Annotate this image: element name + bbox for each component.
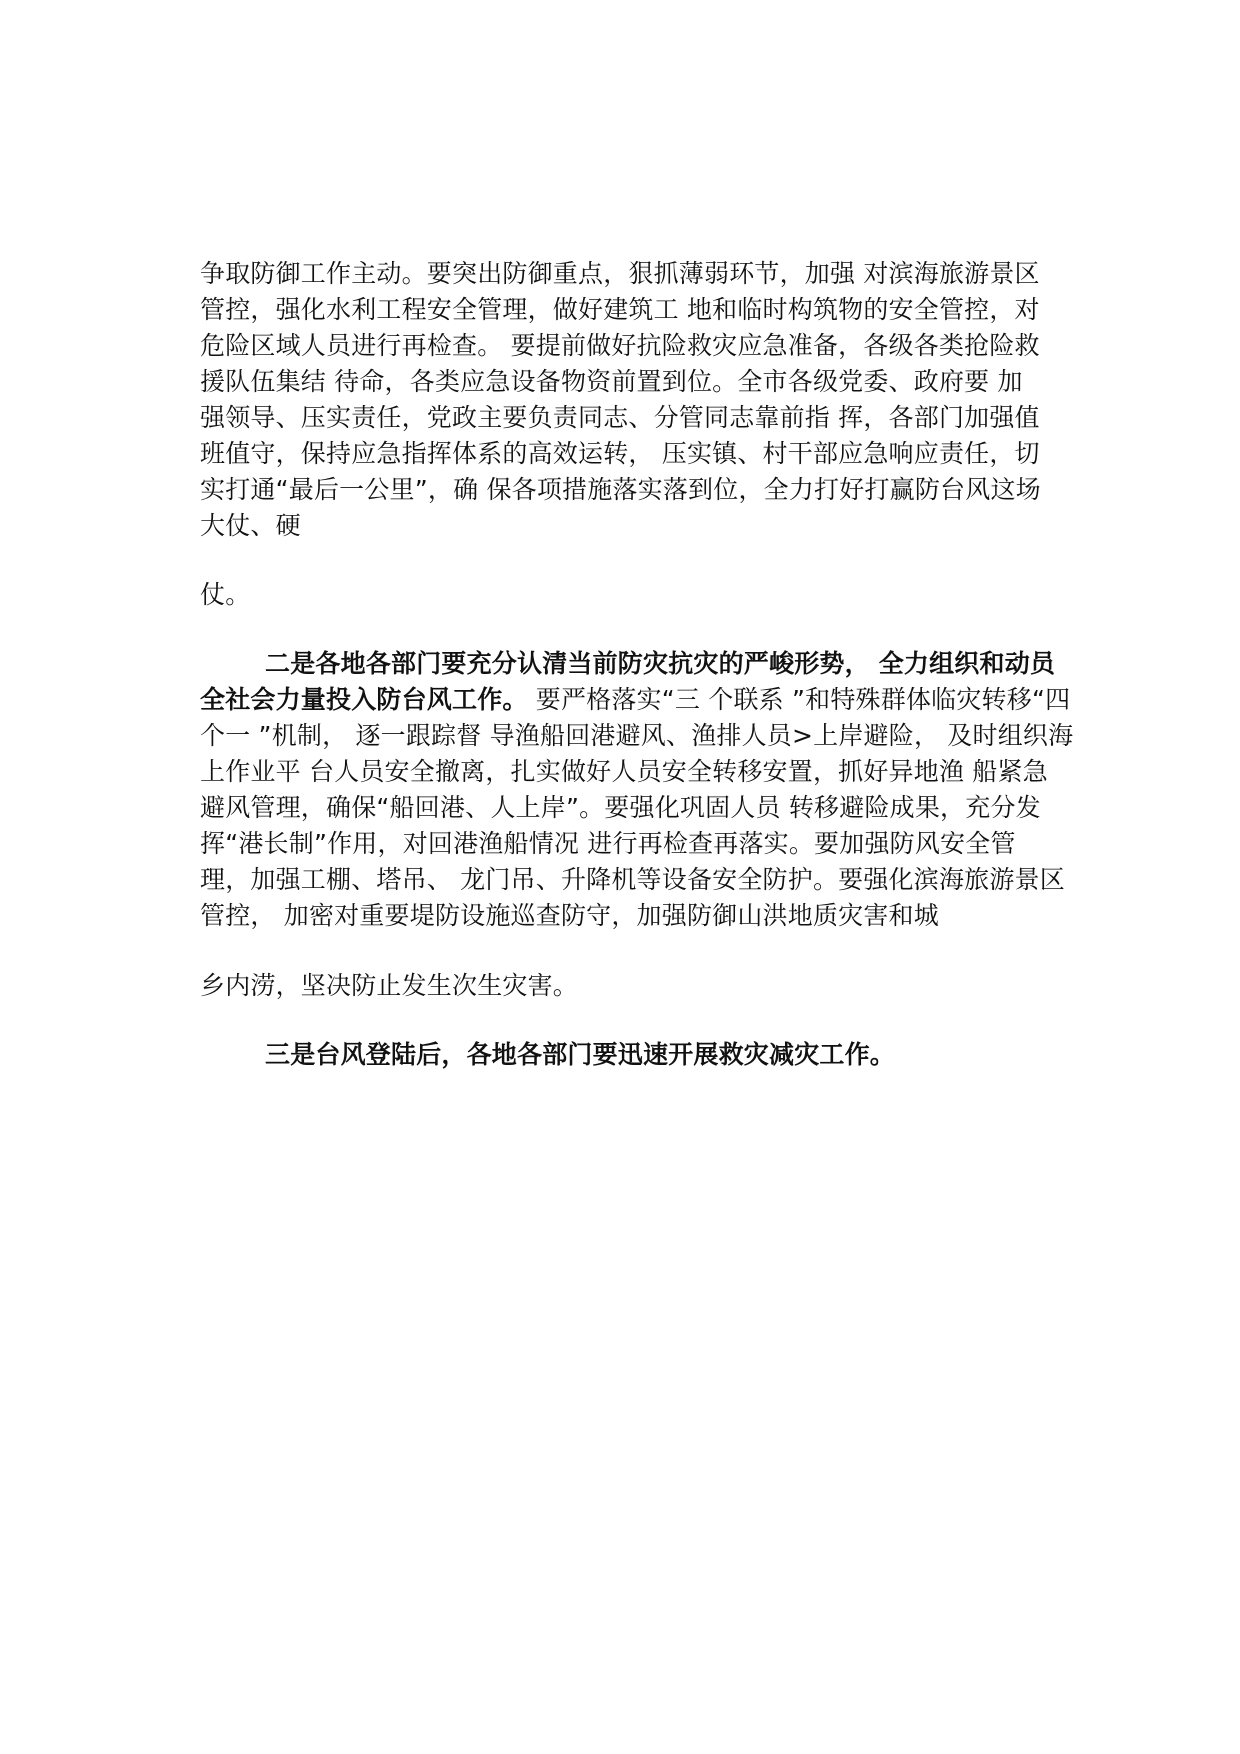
paragraph2-heading-line-1: 二是各地各部门要充分认清当前防灾抗灾的严峻形势， 全力组织和动员 — [265, 649, 1056, 678]
paragraph2-heading-line-2: 全社会力量投入防台风工作。 — [200, 685, 528, 714]
paragraph1-line-4: 援队伍集结 待命，各类应急设备物资前置到位。全市各级党委、政府要 加 — [200, 367, 1023, 396]
paragraph1-line-5: 强领导、压实责任，党政主要负责同志、分管同志靠前指 挥，各部门加强值 — [200, 403, 1040, 432]
paragraph2-line-5: 避风管理，确保“船回港、人上岸”。要强化巩固人员 转移避险成果，充分发 — [200, 793, 1041, 822]
paragraph2-line-2 — [200, 682, 1070, 718]
paragraph2-line-2-rest: 要严格落实“三 个联系 ”和特殊群体临灾转移“四 — [527, 685, 1071, 714]
paragraph1-line-8: 大仗、硬 — [200, 511, 301, 540]
paragraph2-line-6: 挥“港长制”作用，对回港渔船情况 进行再检查再落实。要加强防风安全管 — [200, 829, 1016, 858]
paragraph1-line-7: 实打通“最后一公里”，确 保各项措施落实落到位，全力打好打赢防台风这场 — [200, 475, 1041, 504]
paragraph1-line-6: 班值守，保持应急指挥体系的高效运转， 压实镇、村干部应急响应责任，切 — [200, 439, 1040, 468]
paragraph2-line-3: 个一 ”机制， 逐一跟踪督 导渔船回港避风、渔排人员>上岸避险， 及时组织海 — [200, 721, 1074, 750]
paragraph2-tail: 乡内涝，坚决防止发生次生灾害。 — [200, 971, 579, 1000]
paragraph2-line-4: 上作业平 台人员安全撤离，扎实做好人员安全转移安置，抓好异地渔 船紧急 — [200, 757, 1048, 786]
paragraph1-line-2: 管控，强化水利工程安全管理，做好建筑工 地和临时构筑物的安全管控，对 — [200, 295, 1040, 324]
paragraph3-heading: 三是台风登陆后，各地各部门要迅速开展救灾减灾工作。 — [265, 1040, 896, 1069]
paragraph1-tail: 仗。 — [200, 580, 251, 609]
paragraph1-line-1: 争取防御工作主动。要突出防御重点，狠抓薄弱环节，加强 对滨海旅游景区 — [200, 259, 1040, 288]
paragraph1-line-3: 危险区域人员进行再检查。 要提前做好抗险救灾应急准备，各级各类抢险救 — [200, 331, 1040, 360]
paragraph2-line-7: 理，加强工棚、塔吊、 龙门吊、升降机等设备安全防护。要强化滨海旅游景区 — [200, 865, 1065, 894]
paragraph2-line-8: 管控， 加密对重要堤防设施巡查防守，加强防御山洪地质灾害和城 — [200, 901, 939, 930]
